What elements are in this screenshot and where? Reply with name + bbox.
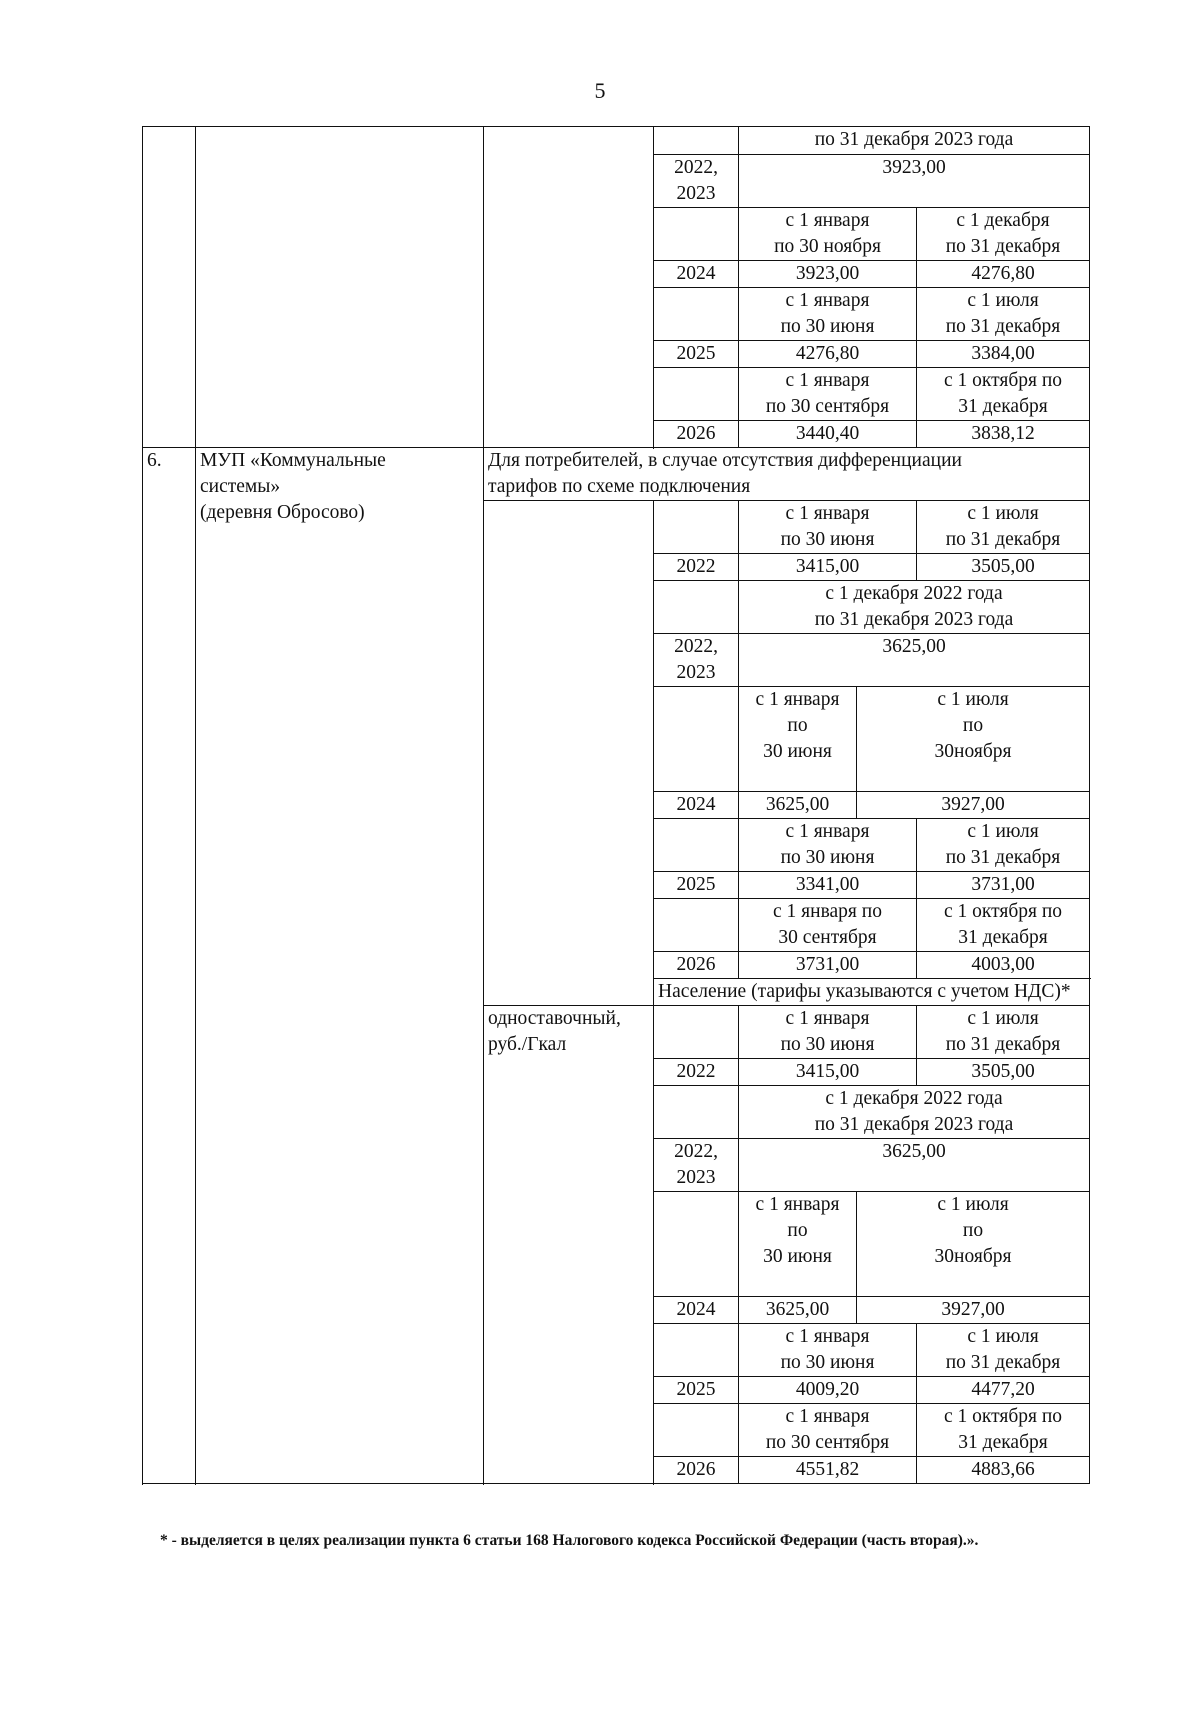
tariff-value: 3384,00 bbox=[917, 341, 1090, 368]
tariff-value: 3625,00 bbox=[739, 1139, 1090, 1192]
period-cell: по 31 декабря 2023 года bbox=[739, 127, 1090, 155]
year-cell: 2026 bbox=[654, 421, 739, 448]
tariff-value: 3923,00 bbox=[739, 155, 1090, 208]
year-cell: 2022, 2023 bbox=[654, 155, 739, 208]
period-cell: с 1 января по 30 июня bbox=[739, 1324, 917, 1377]
consumer-group-heading: Население (тарифы указываются с учетом НДС)* bbox=[654, 979, 1090, 1006]
tariff-value: 3505,00 bbox=[917, 554, 1090, 581]
page-number: 5 bbox=[594, 78, 606, 103]
year-cell: 2024 bbox=[654, 1297, 739, 1324]
rate-type-cell-empty bbox=[484, 501, 654, 1006]
period-cell: с 1 октября по 31 декабря bbox=[917, 899, 1090, 952]
tariff-value: 3505,00 bbox=[917, 1059, 1090, 1086]
year-cell-empty bbox=[654, 899, 739, 952]
period-cell: с 1 июля по 31 декабря bbox=[917, 1324, 1090, 1377]
tariff-value: 3625,00 bbox=[739, 792, 857, 819]
year-cell: 2025 bbox=[654, 1377, 739, 1404]
period-cell: с 1 января по 30 сентября bbox=[739, 1404, 917, 1457]
footnote: * - выделяется в целях реализации пункта 6 статьи 168 Налогового кодекса Российской Федерации (часть вторая).». bbox=[160, 1532, 979, 1549]
year-cell: 2024 bbox=[654, 792, 739, 819]
tariff-value: 3927,00 bbox=[857, 792, 1090, 819]
period-cell: с 1 декабря по 31 декабря bbox=[917, 208, 1090, 261]
period-cell: с 1 января по 30 июня bbox=[739, 687, 857, 792]
year-cell-empty bbox=[654, 819, 739, 872]
period-cell: с 1 января по 30 июня bbox=[739, 288, 917, 341]
year-cell: 2024 bbox=[654, 261, 739, 288]
period-cell: с 1 июля по 31 декабря bbox=[917, 501, 1090, 554]
period-cell: с 1 июля по 31 декабря bbox=[917, 288, 1090, 341]
period-cell: с 1 октября по 31 декабря bbox=[917, 1404, 1090, 1457]
year-cell: 2026 bbox=[654, 1457, 739, 1484]
year-cell-empty bbox=[654, 368, 739, 421]
period-cell: с 1 июля по 31 декабря bbox=[917, 819, 1090, 872]
tariff-value: 3415,00 bbox=[739, 554, 917, 581]
tariff-value: 4276,80 bbox=[917, 261, 1090, 288]
year-cell-empty bbox=[654, 687, 739, 792]
period-cell: с 1 января по 30 июня bbox=[739, 501, 917, 554]
period-cell: с 1 декабря 2022 года по 31 декабря 2023 года bbox=[739, 1086, 1090, 1139]
period-cell: с 1 декабря 2022 года по 31 декабря 2023 года bbox=[739, 581, 1090, 634]
period-cell: с 1 июля по 31 декабря bbox=[917, 1006, 1090, 1059]
period-cell: с 1 января по 30 сентября bbox=[739, 368, 917, 421]
period-cell: с 1 октября по 31 декабря bbox=[917, 368, 1090, 421]
year-cell-empty bbox=[654, 1006, 739, 1059]
year-cell-empty bbox=[654, 288, 739, 341]
rate-type-cell: одноставочный, руб./Гкал bbox=[484, 1006, 654, 1484]
year-cell-empty bbox=[654, 208, 739, 261]
tariff-value: 4009,20 bbox=[739, 1377, 917, 1404]
tariff-value: 3625,00 bbox=[739, 1297, 857, 1324]
year-cell: 2026 bbox=[654, 952, 739, 979]
year-cell: 2022 bbox=[654, 1059, 739, 1086]
year-cell: 2022, 2023 bbox=[654, 634, 739, 687]
period-cell: с 1 января по 30 ноября bbox=[739, 208, 917, 261]
tariff-value: 3927,00 bbox=[857, 1297, 1090, 1324]
period-cell: с 1 января по 30 июня bbox=[739, 1006, 917, 1059]
tariff-value: 3341,00 bbox=[739, 872, 917, 899]
tariff-value: 3415,00 bbox=[739, 1059, 917, 1086]
period-cell: с 1 января по 30 сентября bbox=[739, 899, 917, 952]
period-cell: с 1 января по 30 июня bbox=[739, 1192, 857, 1297]
tariff-value: 3625,00 bbox=[739, 634, 1090, 687]
organization-name: МУП «Коммунальные системы» (деревня Обросово) bbox=[196, 448, 484, 1484]
cont-type-cell bbox=[484, 127, 654, 448]
tariff-value: 3731,00 bbox=[739, 952, 917, 979]
year-cell-empty bbox=[654, 1324, 739, 1377]
cont-org-cell bbox=[196, 127, 484, 448]
year-cell: 2025 bbox=[654, 341, 739, 368]
period-cell: с 1 января по 30 июня bbox=[739, 819, 917, 872]
tariff-table bbox=[142, 126, 1090, 1484]
cont-year-cell-empty bbox=[654, 127, 739, 155]
tariff-value: 3923,00 bbox=[739, 261, 917, 288]
tariff-value: 4003,00 bbox=[917, 952, 1090, 979]
tariff-value: 4477,20 bbox=[917, 1377, 1090, 1404]
year-cell: 2025 bbox=[654, 872, 739, 899]
consumer-group-heading: Для потребителей, в случае отсутствия дифференциации тарифов по схеме подключения bbox=[484, 448, 1090, 501]
tariff-value: 4551,82 bbox=[739, 1457, 917, 1484]
year-cell-empty bbox=[654, 501, 739, 554]
year-cell-empty bbox=[654, 1086, 739, 1139]
tariff-value: 3731,00 bbox=[917, 872, 1090, 899]
period-cell: с 1 июля по 30ноября bbox=[857, 687, 1090, 792]
tariff-value: 3440,40 bbox=[739, 421, 917, 448]
year-cell-empty bbox=[654, 1192, 739, 1297]
row-number: 6. bbox=[143, 448, 196, 1484]
tariff-value: 3838,12 bbox=[917, 421, 1090, 448]
year-cell: 2022, 2023 bbox=[654, 1139, 739, 1192]
tariff-value: 4883,66 bbox=[917, 1457, 1090, 1484]
period-cell: с 1 июля по 30ноября bbox=[857, 1192, 1090, 1297]
cont-num-cell bbox=[143, 127, 196, 448]
year-cell: 2022 bbox=[654, 554, 739, 581]
tariff-value: 4276,80 bbox=[739, 341, 917, 368]
year-cell-empty bbox=[654, 581, 739, 634]
year-cell-empty bbox=[654, 1404, 739, 1457]
